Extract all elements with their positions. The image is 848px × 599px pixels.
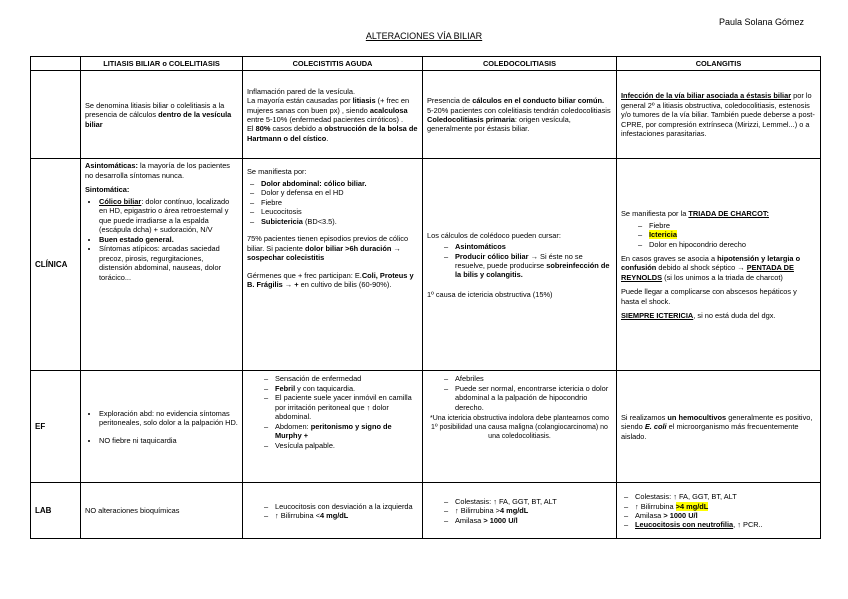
list-item: – Amilasa > 1000 U/l: [441, 516, 612, 525]
ef-colecistitis-list: [247, 374, 418, 450]
author-name: Paula Solana Gómez: [719, 17, 805, 27]
list-item: – Febril y con taquicardia.: [261, 384, 418, 393]
charcot-triad-list: [621, 221, 816, 249]
col-header-coledocolitiasis: COLEDOCOLITIASIS: [423, 57, 617, 71]
list-item: – Puede ser normal, encontrarse ictericia o dolor abdominal a la palpación de hipocondrio derecho.: [441, 384, 612, 412]
cell-lab-litiasis: NO alteraciones bioquímicas: [81, 483, 243, 539]
lab-colangitis-list: [621, 492, 816, 530]
list-item: • Cólico biliar: dolor contínuo, localizado en HD, epigastrio o área retroesternal y que puede irradiarse a la espalda (escápula dcha) + sudoración, N/V: [99, 197, 238, 235]
cell-clinica-coledocolitiasis: Los cálculos de colédoco pueden cursar: – Asintomáticos – Producir cólico biliar → Si éste no se resuelve, puede producirse sobreinfección de la bilis y colangitis. 1º causa de ictericia obstructiva (15%): [423, 159, 617, 371]
litiasis-symptom-list: [85, 197, 238, 282]
list-item: – Vesícula palpable.: [261, 441, 418, 450]
cell-clinica-litiasis: Asintomáticas: la mayoría de los pacientes no desarrolla síntomas nunca. Sintomática: • Cólico biliar: dolor contínuo, localizado en HD, epigastrio o área retroesternal y que puede irradiarse a la espalda (escápula dcha) + sudoración, N/V • Buen estado general. • Síntomas atípicos: arcadas saciedad precoz, pirosis, regurgitaciones, distensión abdominal, nauseas, dolor torácico...: [81, 159, 243, 371]
ef-litiasis-list: [85, 409, 238, 445]
list-item: – Dolor abdominal: cólico biliar.: [247, 179, 418, 188]
ef-row: [31, 371, 821, 483]
cell-def-coledocolitiasis: Presencia de cálculos en el conducto biliar común. 5-20% pacientes con colelitiasis tendrán coledocolitiasis Coledocolitiasis primaria: origen vesícula, generalmente por éstasis biliar.: [423, 71, 617, 159]
list-item: – Asintomáticos: [441, 242, 612, 251]
row-label-ef: EF: [31, 371, 81, 483]
col-header-colangitis: COLANGITIS: [617, 57, 821, 71]
cell-lab-colecistitis: [243, 483, 423, 539]
list-item: – ↑ Bilirrubina >4 mg/dL: [441, 506, 612, 515]
malignancy-note: *Una ictericia obstructiva indolora debe plantearnos como 1º posibilidad una causa maligna (colangiocarcinoma) no una coledocolitiasis.: [430, 415, 609, 441]
lab-colecistitis-list: [247, 502, 418, 521]
list-item: • NO fiebre ni taquicardia: [99, 436, 238, 445]
cell-ef-colecistitis: [243, 371, 423, 483]
list-item: – Subictericia (BD<3.5).: [247, 217, 418, 226]
list-item: – Leucocitosis: [247, 207, 418, 216]
list-item: – Leucocitosis con neutrofilia, ↑ PCR..: [621, 520, 816, 529]
cell-clinica-colecistitis: Se manifiesta por: – Dolor abdominal: cólico biliar. – Dolor y defensa en el HD – Fiebre – Leucocitosis – Subictericia (BD<3.5). 75% pacientes tienen episodios previos de cólico biliar. Si paciente dolor biliar >6h duración → sospechar colecistitis Gérmenes que + frec participan: E.Coli, Proteus y B. Frágilis → + en cultivo de bilis (60-90%).: [243, 159, 423, 371]
row-label-lab: LAB: [31, 483, 81, 539]
definition-row: [31, 71, 821, 159]
header-row: [31, 57, 821, 71]
cell-ef-coledocolitiasis: [423, 371, 617, 483]
list-item: – Colestasis: ↑ FA, GGT, BT, ALT: [441, 497, 612, 506]
clinica-row: [31, 159, 821, 371]
list-item: – Abdomen: peritonismo y signo de Murphy +: [261, 422, 418, 441]
list-item: – ↑ Bilirrubina <4 mg/dL: [261, 511, 418, 520]
list-item: – Amilasa > 1000 U/l: [621, 511, 816, 520]
col-header-colecistitis: COLECISTITIS AGUDA: [243, 57, 423, 71]
cell-lab-colangitis: [617, 483, 821, 539]
row-label-clinica: CLÍNICA: [31, 159, 81, 371]
cell-def-colangitis: Infección de la vía biliar asociada a éstasis biliar por lo general 2º a litiasis obstructiva, coledocolitiasis, estenosis y/o tumores de la vía biliar. También puede deberse a post-CPRE, por compresión extrínseca (Mirizzi, Lemmel...) o a infestaciones parasitarias.: [617, 71, 821, 159]
list-item: – Producir cólico biliar → Si éste no se resuelve, puede producirse sobreinfección de la bilis y colangitis.: [441, 252, 612, 280]
list-item: • Síntomas atípicos: arcadas saciedad precoz, pirosis, regurgitaciones, distensión abdominal, nauseas, dolor torácico...: [99, 244, 238, 282]
list-item: – El paciente suele yacer inmóvil en camilla por irritación peritoneal que ↑ dolor abdominal.: [261, 393, 418, 421]
list-item: – Dolor en hipocondrio derecho: [635, 240, 816, 249]
biliary-table: [30, 56, 821, 539]
list-item: • Exploración abd: no evidencia síntomas peritoneales, solo dolor a la palpación HD.: [99, 409, 238, 428]
cell-def-litiasis: Se denomina litiasis biliar o colelitiasis a la presencia de cálculos dentro de la vesícula biliar: [81, 71, 243, 159]
list-item: – Fiebre: [247, 198, 418, 207]
cell-lab-coledocolitiasis: [423, 483, 617, 539]
ef-coledocolitiasis-list: [427, 374, 612, 412]
list-item: – Dolor y defensa en el HD: [247, 188, 418, 197]
lab-row: [31, 483, 821, 539]
list-item: – Ictericia: [635, 230, 816, 239]
corner-cell: [31, 57, 81, 71]
lab-coledocolitiasis-list: [427, 497, 612, 525]
list-item: – ↑ Bilirrubina >4 mg/dL: [621, 502, 816, 511]
cell-ef-colangitis: Si realizamos un hemocultivos generalmente es positivo, siendo E. coli el microorganismo más frecuentemente aislado.: [617, 371, 821, 483]
list-item: – Sensación de enfermedad: [261, 374, 418, 383]
list-item: – Fiebre: [635, 221, 816, 230]
coledocolitiasis-list: [427, 242, 612, 280]
page-title: ALTERACIONES VÍA BILIAR: [365, 31, 483, 41]
cell-ef-litiasis: [81, 371, 243, 483]
list-item: – Colestasis: ↑ FA, GGT, BT, ALT: [621, 492, 816, 501]
col-header-litiasis: LITIASIS BILIAR o COLELITIASIS: [81, 57, 243, 71]
list-item: • Buen estado general.: [99, 235, 238, 244]
list-item: – Afebriles: [441, 374, 612, 383]
colecistitis-symptom-list: [247, 179, 418, 226]
list-item: – Leucocitosis con desviación a la izquierda: [261, 502, 418, 511]
cell-clinica-colangitis: Se manifiesta por la TRIADA DE CHARCOT: – Fiebre – Ictericia – Dolor en hipocondrio derecho En casos graves se asocia a hipotensión y letargia o confusión debido al shock séptico → PENTADA DE REYNOLDS (si los unimos a la triada de charcot) Puede llegar a complicarse con abscesos hepáticos y hasta el shock. SIEMPRE ICTERICIA, si no está duda del dgx.: [617, 159, 821, 371]
cell-def-colecistitis: Inflamación pared de la vesícula. La mayoría están causadas por litiasis (+ frec en mujeres sanas con buen px) , siendo acalculosa entre 5-10% (enfermedad pacientes cirróticos) . El 80% casos debido a obstrucción de la bolsa de Hartmann o del cístico.: [243, 71, 423, 159]
row-label-definition: [31, 71, 81, 159]
